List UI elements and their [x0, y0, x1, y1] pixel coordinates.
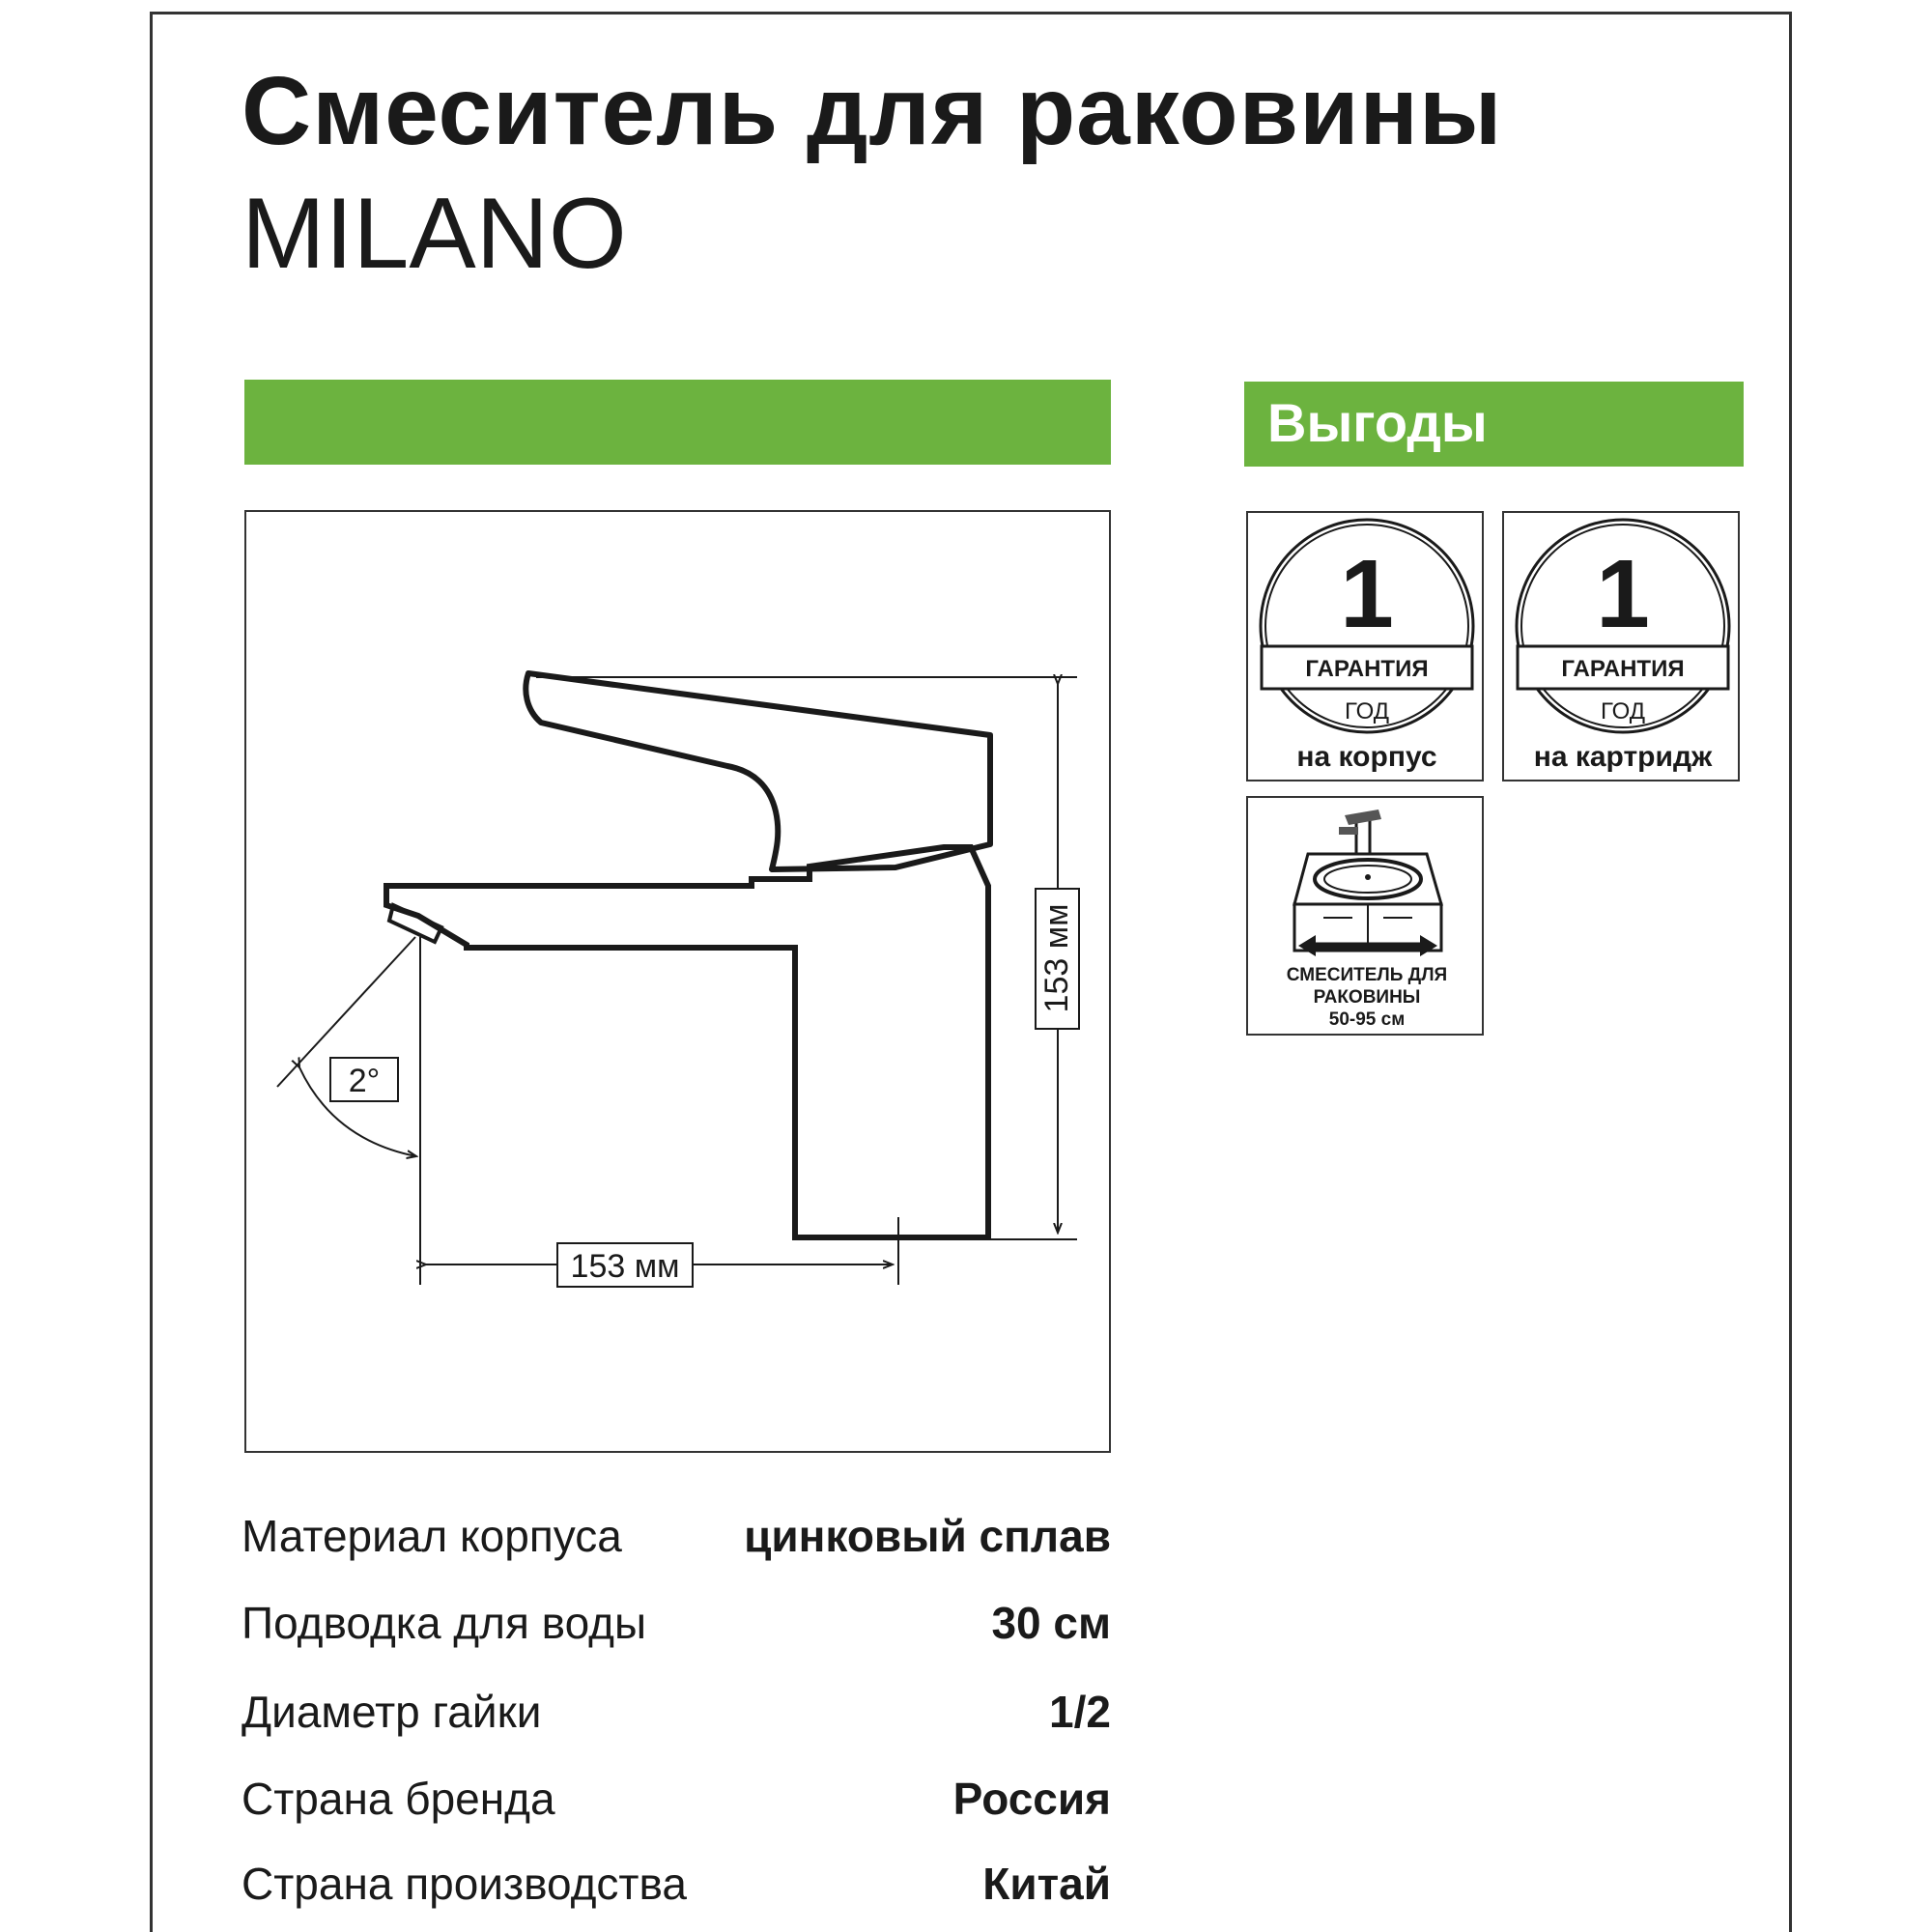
warranty-number: 1 [1596, 540, 1650, 648]
sink-badge-line1: СМЕСИТЕЛЬ ДЛЯ [1286, 965, 1448, 985]
spec-value: Китай [982, 1859, 1111, 1909]
spec-row-brand-country [242, 1765, 1111, 1833]
spec-value: 1/2 [1049, 1687, 1111, 1737]
spec-value: 30 см [991, 1598, 1111, 1648]
section-bar-drawing [244, 380, 1111, 465]
warranty-cartridge-badge [1502, 511, 1740, 781]
spec-label: Страна бренда [242, 1774, 555, 1824]
sink-cabinet-icon [1294, 854, 1441, 951]
product-model: MILANO [242, 178, 627, 290]
technical-drawing [244, 510, 1111, 1453]
warranty-banner: ГАРАНТИЯ [1305, 656, 1429, 682]
warranty-caption: на корпус [1296, 741, 1437, 773]
spec-label: Материал корпуса [242, 1511, 622, 1561]
spec-row-nut-diameter [242, 1678, 1111, 1746]
warranty-caption: на картридж [1533, 741, 1713, 773]
sink-badge-line3: 50-95 см [1328, 1009, 1406, 1030]
spec-label: Страна производства [242, 1859, 687, 1909]
spec-value: цинковый сплав [744, 1511, 1111, 1561]
reach-dimension-label: 153 мм [570, 1248, 680, 1285]
spec-row-production-country [242, 1850, 1111, 1918]
height-dimension-label: 153 мм [1038, 903, 1075, 1013]
faucet-lever [526, 673, 990, 869]
spec-label: Диаметр гайки [242, 1687, 542, 1737]
spec-label: Подводка для воды [242, 1598, 647, 1648]
angle-label: 2° [348, 1063, 381, 1099]
sink-width-badge [1246, 796, 1484, 1036]
warranty-banner: ГАРАНТИЯ [1561, 656, 1685, 682]
benefits-heading: Выгоды [1267, 392, 1488, 453]
warranty-number: 1 [1340, 540, 1394, 648]
spec-row-water-supply [242, 1589, 1111, 1657]
spec-row-material [242, 1502, 1111, 1570]
faucet-body-outline [386, 847, 988, 1237]
warranty-body-badge [1246, 511, 1484, 781]
warranty-unit: ГОД [1344, 698, 1390, 724]
spec-value: Россия [952, 1774, 1111, 1824]
warranty-unit: ГОД [1600, 698, 1646, 724]
product-title: Смеситель для раковины [242, 57, 1503, 165]
benefits-header-bar [1244, 382, 1744, 467]
sink-badge-line2: РАКОВИНЫ [1313, 987, 1421, 1008]
